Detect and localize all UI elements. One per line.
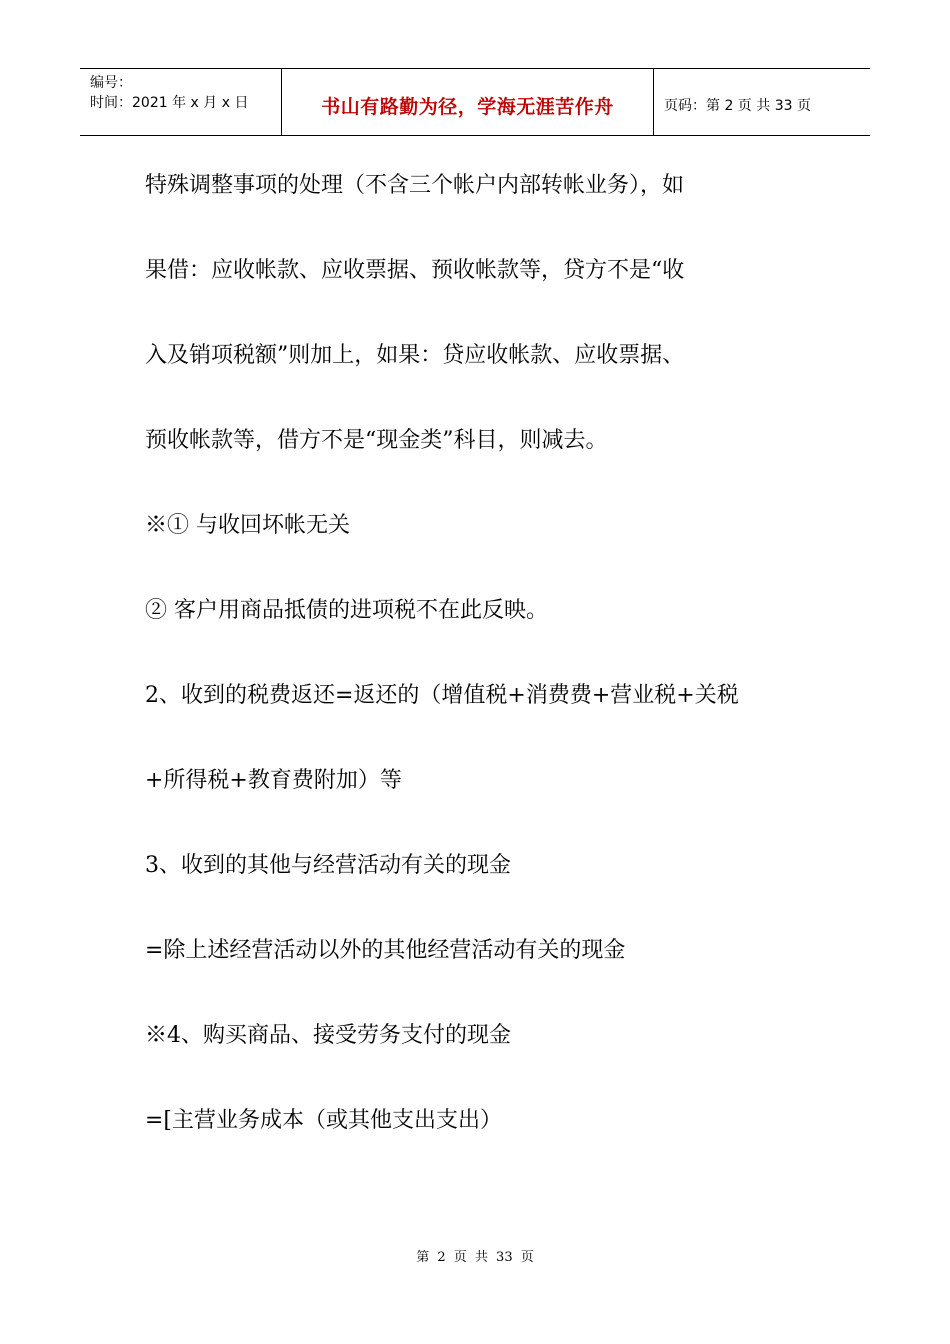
header-page-number: 页码：第 2 页 共 33 页	[664, 98, 811, 114]
page-header	[80, 68, 870, 136]
body-line: +所得税+教育费附加）等	[145, 768, 402, 793]
body-line: 2、收到的税费返还=返还的（增值税+消费费+营业税+关税	[145, 683, 739, 708]
header-motto-cell	[282, 69, 654, 135]
body-line: ※① 与收回坏帐无关	[145, 513, 350, 538]
body-line: =除上述经营活动以外的其他经营活动有关的现金	[145, 938, 626, 963]
body-line: 特殊调整事项的处理（不含三个帐户内部转帐业务），如	[145, 173, 685, 198]
document-number-label: 编号：	[90, 75, 132, 91]
body-line: 3、收到的其他与经营活动有关的现金	[145, 853, 511, 878]
page-footer: 第 2 页 共 33 页	[416, 1250, 534, 1265]
body-line: =[主营业务成本（或其他支出支出）	[145, 1108, 503, 1133]
header-page-cell	[654, 69, 870, 135]
document-time-label: 时间：2021 年 x 月 x 日	[90, 95, 249, 111]
header-motto: 书山有路勤为径，学海无涯苦作舟	[321, 95, 614, 118]
body-line: ※4、购买商品、接受劳务支付的现金	[145, 1023, 511, 1048]
body-line: 果借：应收帐款、应收票据、预收帐款等，贷方不是“收	[145, 258, 685, 283]
body-line: 预收帐款等，借方不是“现金类”科目，则减去。	[145, 428, 608, 453]
document-body	[145, 160, 845, 1180]
header-meta	[80, 69, 282, 135]
body-line: 入及销项税额”则加上，如果：贷应收帐款、应收票据、	[145, 343, 685, 368]
body-line: ② 客户用商品抵债的进项税不在此反映。	[145, 598, 548, 623]
